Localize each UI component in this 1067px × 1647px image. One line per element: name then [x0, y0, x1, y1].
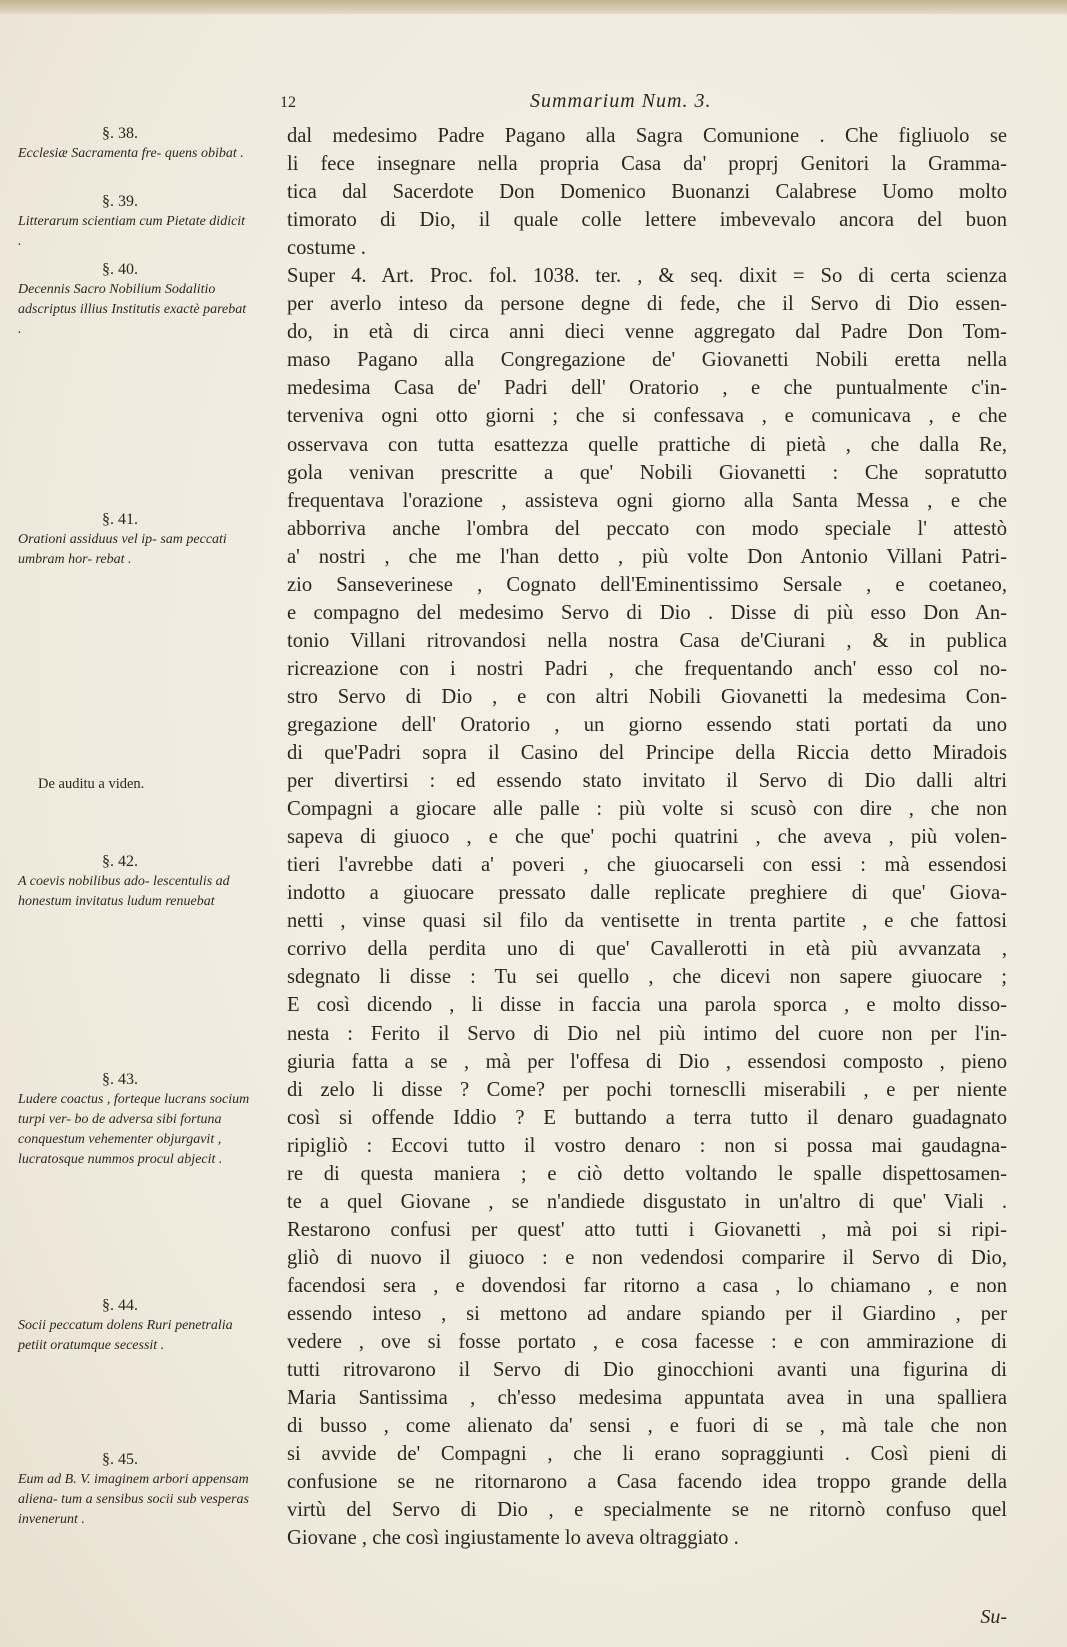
margin-note-section: §. 38. [102, 125, 138, 142]
margin-note-43 [18, 1070, 250, 1170]
text-line: costume . [287, 237, 366, 260]
margin-note-section: §. 41. [102, 511, 138, 528]
text-line: vedere , ove si fosse portato , e cosa facesse : e con ammirazione di [287, 1331, 1007, 1354]
text-line: tica dal Sacerdote Don Domenico Buonanzi Calabrese Uomo molto [287, 181, 1007, 204]
text-line: gliò di nuovo il giuoco : e non vedendosi comparire il Servo di Dio, [287, 1246, 1007, 1269]
margin-note-41 [18, 510, 250, 570]
text-line: tonio Villani ritrovandosi nella nostra Casa de'Ciurani , & in publica [287, 629, 1007, 652]
text-line: nesta : Ferito il Servo di Dio nel più intimo del cuore non per l'in- [287, 1022, 1007, 1045]
text-line: E così dicendo , li disse in faccia una parola sporca , e molto disso- [287, 994, 1007, 1017]
text-line: abborriva anche l'ombra del peccato con modo speciale l' attestò [287, 517, 1007, 540]
margin-note-text: Orationi assiduus vel ip- sam peccati umbram hor- rebat . [18, 532, 227, 567]
margin-note-text: De auditu a viden. [38, 776, 145, 792]
text-line: ripigliò : Eccovi tutto il vostro denaro : non si possa mai gaudagna- [287, 1134, 1007, 1157]
text-line: indotto a giuocare pressato dalle replicate preghiere di que' Giova- [287, 882, 1007, 905]
text-line: facendosi sera , e dovendosi far ritorno a casa , lo chiamano , e non [287, 1274, 1007, 1297]
text-line: si avvide de' Compagni , che li erano sopraggiunti . Così pieni di [287, 1443, 1007, 1466]
text-line: stro Servo di Dio , e con altri Nobili Giovanetti la medesima Con- [287, 685, 1007, 708]
text-line: sapeva di giuoco , e che que' pochi quatrini , che aveva , più volen- [287, 826, 1007, 849]
margin-note-42 [18, 852, 250, 912]
text-line: per divertirsi : ed essendo stato invitato il Servo di Dio dalli altri [287, 770, 1007, 793]
text-line: Compagni a giocare alle palle : più volte si scusò con dire , che non [287, 798, 1007, 821]
margin-note-section: §. 42. [102, 853, 138, 870]
text-line: ricreazione con i nostri Padri , che frequentando anch' esso col no- [287, 657, 1007, 680]
margin-note-text: Litterarum scientiam cum Pietate didicit . [18, 214, 246, 249]
text-line: li fece insegnare nella propria Casa da' proprj Genitori la Gramma- [287, 153, 1007, 176]
running-title: Summarium Num. 3. [530, 90, 712, 112]
margin-note-de-auditu [38, 774, 270, 794]
margin-note-section: §. 45. [102, 1451, 138, 1468]
main-text-block [287, 122, 1007, 1552]
margin-note-40 [18, 260, 250, 340]
margin-note-text: Eum ad B. V. imaginem arbori appensam aliena- tum a sensibus socii sub vesperas invenerunt . [18, 1472, 249, 1527]
text-line: Maria Santissima , ch'esso medesima appuntata avea in una spalliera [287, 1387, 1007, 1410]
margin-note-39 [18, 192, 250, 252]
text-line: maso Pagano alla Congregazione de' Giovanetti Nobili eretta nella [287, 349, 1007, 372]
text-line: tieri l'avrebbe dati a' poveri , che giuocarseli con essi : mà essendosi [287, 854, 1007, 877]
text-line: zio Sanseverinese , Cognato dell'Eminentissimo Sersale , e coetaneo, [287, 573, 1007, 596]
text-line: Restarono confusi per quest' atto tutti i Giovanetti , mà poi si ripi- [287, 1218, 1007, 1241]
text-line: dal medesimo Padre Pagano alla Sagra Comunione . Che figliuolo se [287, 125, 1007, 147]
text-line: netti , vinse quasi sil filo da ventisette in trenta partite , e che fattosi [287, 910, 1007, 933]
margin-note-section: §. 40. [102, 261, 138, 278]
margin-note-section: §. 43. [102, 1071, 138, 1088]
text-line: confusione se ne ritornarono a Casa facendo idea troppo grande della [287, 1471, 1007, 1494]
text-line: virtù del Servo di Dio , e specialmente se ne ritornò confuso quel [287, 1499, 1007, 1522]
page-top-band [0, 0, 1067, 14]
book-page [0, 14, 1067, 1647]
margin-note-section: §. 44. [102, 1297, 138, 1314]
text-line: terveniva ogni otto giorni ; che si confessava , e comunicava , e che [287, 405, 1007, 428]
page-number: 12 [280, 94, 296, 111]
catchword: Su- [980, 1606, 1007, 1628]
margin-note-text: Ecclesiæ Sacramenta fre- quens obibat . [18, 146, 244, 161]
margin-note-44 [18, 1296, 250, 1356]
margin-note-text: Decennis Sacro Nobilium Sodalitio adscriptus illius Institutis exactè parebat . [18, 282, 247, 337]
text-line: sdegnato li disse : Tu sei quello , che dicevi non sapere giuocare ; [287, 966, 1007, 989]
margin-note-text: Socii peccatum dolens Ruri penetralia petiit oratumque secessit . [18, 1318, 233, 1353]
page-header [280, 90, 1010, 114]
text-line: corrivo della perdita uno di que' Cavallerotti in età più avvanzata , [287, 938, 1007, 961]
text-line: di que'Padri sopra il Casino del Principe della Riccia detto Miradois [287, 742, 1007, 765]
text-line: re di questa maniera ; e ciò detto voltando le spalle dispettosamen- [287, 1162, 1007, 1185]
text-line: e compagno del medesimo Servo di Dio . Disse di più esso Don An- [287, 601, 1007, 624]
text-line: medesima Casa de' Padri dell' Oratorio , e che puntualmente c'in- [287, 377, 1007, 400]
text-line: a' nostri , che me l'han detto , più volte Don Antonio Villani Patri- [287, 545, 1007, 568]
text-line: frequentava l'orazione , assisteva ogni giorno alla Santa Messa , e che [287, 489, 1007, 512]
text-line: te a quel Giovane , se n'andiede disgustato in un'altro di que' Viali . [287, 1190, 1007, 1213]
text-line: Giovane , che così ingiustamente lo aveva oltraggiato . [287, 1527, 739, 1550]
text-line: osservava con tutta esattezza quelle prattiche di pietà , che dalla Re, [287, 433, 1007, 456]
text-line: così si offende Iddio ? E buttando a terra tutto il denaro guadagnato [287, 1106, 1007, 1129]
text-line: timorato di Dio, il quale colle lettere imbevevalo ancora del buon [287, 209, 1007, 232]
margin-note-text: Ludere coactus , forteque lucrans socium turpi ver- bo de adversa sibi fortuna conquestum vehementer objurgavit , lucratosque nummos procul abjecit . [18, 1092, 250, 1167]
text-line: gregazione dell' Oratorio , un giorno essendo stati portati da uno [287, 713, 1007, 736]
text-line: di zelo li disse ? Come? per pochi tornesclli miserabili , e per niente [287, 1078, 1007, 1101]
text-line: giuria fatta a se , mà per l'offesa di Dio , essendosi composto , pieno [287, 1050, 1007, 1073]
text-line: do, in età di circa anni dieci venne aggregato dal Padre Don Tom- [287, 321, 1007, 344]
text-line: essendo inteso , si mettono ad andare spiando per il Giardino , per [287, 1302, 1007, 1325]
text-line: Super 4. Art. Proc. fol. 1038. ter. , & seq. dixit = So di certa scienza [287, 265, 1007, 288]
text-line: per averlo inteso da persone degne di fede, che il Servo di Dio essen- [287, 293, 1007, 316]
text-line: tutti ritrovarono il Servo di Dio ginocchioni avanti una figurina di [287, 1359, 1007, 1382]
text-line: di busso , come alienato da' sensi , e fuori di se , mà tale che non [287, 1415, 1007, 1438]
text-line: gola venivan prescritte a que' Nobili Giovanetti : Che sopratutto [287, 461, 1007, 484]
margin-note-45 [18, 1450, 250, 1530]
margin-note-text: A coevis nobilibus ado- lescentulis ad honestum invitatus ludum renuebat [18, 874, 230, 909]
margin-note-section: §. 39. [102, 193, 138, 210]
margin-note-38 [18, 124, 250, 164]
